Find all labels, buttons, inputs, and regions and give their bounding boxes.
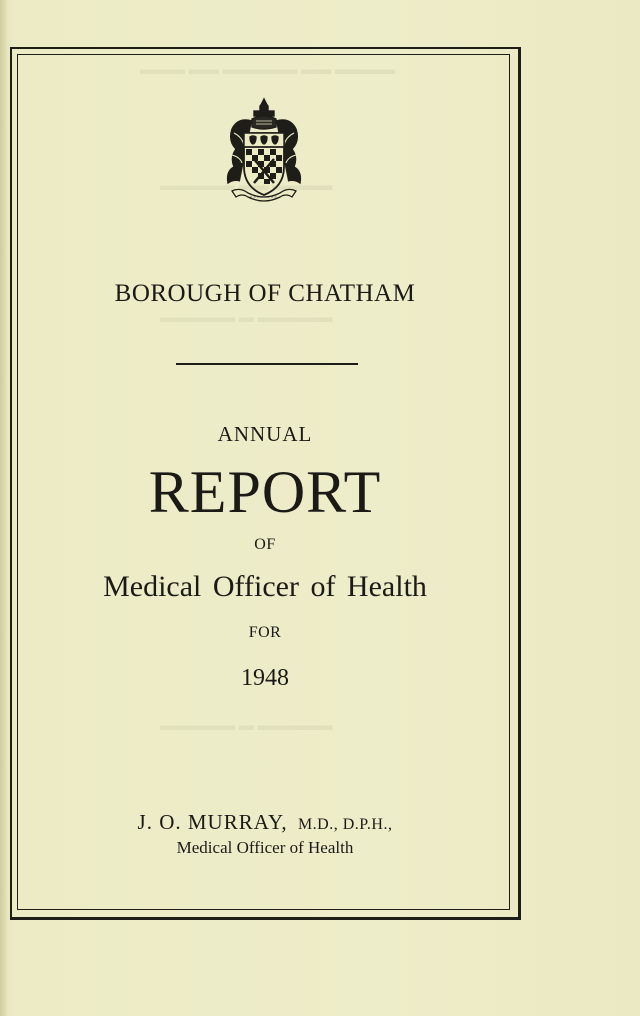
report-subject: Medical Officer of Health (103, 570, 427, 603)
borough-name: BOROUGH OF CHATHAM (114, 280, 416, 307)
report-title: REPORT (148, 459, 382, 525)
annual-label: ANNUAL (217, 422, 313, 446)
divider-rule (176, 363, 358, 365)
of-label: OF (254, 536, 276, 553)
author-title: Medical Officer of Health (176, 838, 354, 857)
bleed-through-text: ▬▬▬▬▬ ▬ ▬▬▬▬▬ (160, 310, 333, 326)
bleed-through-text: ▬▬▬▬▬ ▬▬ ▬▬▬▬ (160, 178, 333, 194)
bleed-through-text: ▬▬▬▬▬ ▬ ▬▬▬▬▬ (160, 718, 333, 734)
author-degrees: M.D., D.P.H., (297, 816, 393, 833)
author-name: J. O. MURRAY, (137, 810, 288, 834)
author-line (0, 810, 530, 835)
report-year: 1948 (241, 665, 289, 691)
for-label: FOR (248, 624, 282, 641)
bleed-through-text: ▬▬▬ ▬▬ ▬▬▬▬▬ ▬▬ ▬▬▬▬ (140, 62, 395, 78)
